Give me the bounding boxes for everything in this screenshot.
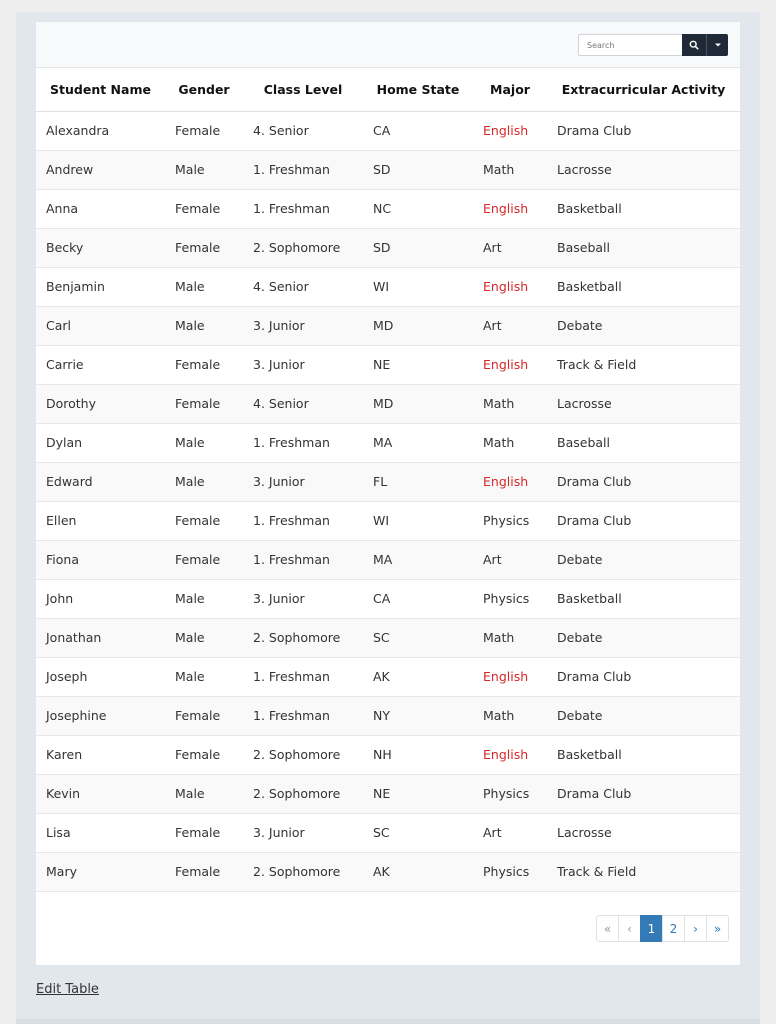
cell-major: Art bbox=[473, 540, 547, 579]
table-row[interactable] bbox=[36, 150, 740, 189]
pagination-first-button[interactable]: « bbox=[596, 915, 619, 942]
cell-home-state: WI bbox=[363, 267, 473, 306]
table-header-row bbox=[36, 68, 740, 111]
cell-student-name: Carrie bbox=[36, 345, 165, 384]
cell-gender: Male bbox=[165, 462, 243, 501]
cell-extracurricular-activity: Drama Club bbox=[547, 657, 740, 696]
table-row[interactable] bbox=[36, 345, 740, 384]
cell-major: Physics bbox=[473, 501, 547, 540]
table-row[interactable] bbox=[36, 657, 740, 696]
cell-major: English bbox=[473, 657, 547, 696]
cell-class-level: 4. Senior bbox=[243, 384, 363, 423]
cell-home-state: WI bbox=[363, 501, 473, 540]
cell-student-name: Kevin bbox=[36, 774, 165, 813]
right-strip bbox=[760, 12, 776, 1024]
cell-class-level: 3. Junior bbox=[243, 345, 363, 384]
cell-extracurricular-activity: Lacrosse bbox=[547, 813, 740, 852]
cell-class-level: 3. Junior bbox=[243, 462, 363, 501]
column-header-gender[interactable]: Gender bbox=[165, 68, 243, 111]
table-row[interactable] bbox=[36, 540, 740, 579]
table-row[interactable] bbox=[36, 423, 740, 462]
table-row[interactable] bbox=[36, 111, 740, 150]
cell-home-state: CA bbox=[363, 111, 473, 150]
cell-major: Math bbox=[473, 618, 547, 657]
pagination-page-1[interactable]: 1 bbox=[640, 915, 663, 942]
cell-home-state: NH bbox=[363, 735, 473, 774]
cell-gender: Female bbox=[165, 852, 243, 891]
table-row[interactable] bbox=[36, 501, 740, 540]
cell-gender: Male bbox=[165, 579, 243, 618]
students-table bbox=[36, 68, 740, 892]
column-header-extracurricular-activity[interactable]: Extracurricular Activity bbox=[547, 68, 740, 111]
cell-extracurricular-activity: Lacrosse bbox=[547, 384, 740, 423]
cell-major: Art bbox=[473, 306, 547, 345]
cell-class-level: 4. Senior bbox=[243, 267, 363, 306]
cell-extracurricular-activity: Baseball bbox=[547, 228, 740, 267]
table-toolbar bbox=[36, 22, 740, 68]
cell-student-name: Ellen bbox=[36, 501, 165, 540]
table-row[interactable] bbox=[36, 384, 740, 423]
edit-table-link[interactable]: Edit Table bbox=[36, 982, 99, 997]
cell-home-state: NE bbox=[363, 774, 473, 813]
cell-extracurricular-activity: Basketball bbox=[547, 579, 740, 618]
cell-student-name: Dorothy bbox=[36, 384, 165, 423]
table-row[interactable] bbox=[36, 189, 740, 228]
cell-student-name: Dylan bbox=[36, 423, 165, 462]
cell-extracurricular-activity: Basketball bbox=[547, 267, 740, 306]
table-row[interactable] bbox=[36, 306, 740, 345]
cell-major: Art bbox=[473, 813, 547, 852]
cell-class-level: 1. Freshman bbox=[243, 150, 363, 189]
cell-student-name: Carl bbox=[36, 306, 165, 345]
cell-gender: Female bbox=[165, 540, 243, 579]
cell-major: English bbox=[473, 189, 547, 228]
cell-class-level: 1. Freshman bbox=[243, 189, 363, 228]
cell-student-name: Lisa bbox=[36, 813, 165, 852]
cell-student-name: Jonathan bbox=[36, 618, 165, 657]
table-card bbox=[36, 22, 740, 965]
cell-home-state: MA bbox=[363, 423, 473, 462]
cell-class-level: 2. Sophomore bbox=[243, 735, 363, 774]
search-icon bbox=[689, 40, 699, 50]
cell-gender: Male bbox=[165, 618, 243, 657]
cell-extracurricular-activity: Debate bbox=[547, 540, 740, 579]
cell-extracurricular-activity: Basketball bbox=[547, 735, 740, 774]
cell-gender: Female bbox=[165, 501, 243, 540]
cell-gender: Female bbox=[165, 228, 243, 267]
cell-major: Math bbox=[473, 696, 547, 735]
cell-extracurricular-activity: Debate bbox=[547, 696, 740, 735]
cell-home-state: SD bbox=[363, 228, 473, 267]
cell-home-state: AK bbox=[363, 657, 473, 696]
cell-student-name: John bbox=[36, 579, 165, 618]
cell-gender: Female bbox=[165, 111, 243, 150]
cell-extracurricular-activity: Track & Field bbox=[547, 852, 740, 891]
cell-student-name: Josephine bbox=[36, 696, 165, 735]
cell-gender: Female bbox=[165, 813, 243, 852]
search-button[interactable] bbox=[682, 34, 706, 56]
column-header-home-state[interactable]: Home State bbox=[363, 68, 473, 111]
cell-student-name: Karen bbox=[36, 735, 165, 774]
search-input[interactable] bbox=[578, 34, 682, 56]
cell-home-state: AK bbox=[363, 852, 473, 891]
cell-major: English bbox=[473, 111, 547, 150]
table-row[interactable] bbox=[36, 696, 740, 735]
cell-student-name: Fiona bbox=[36, 540, 165, 579]
pagination-page-2[interactable]: 2 bbox=[662, 915, 685, 942]
table-row[interactable] bbox=[36, 774, 740, 813]
cell-class-level: 1. Freshman bbox=[243, 540, 363, 579]
column-header-class-level[interactable]: Class Level bbox=[243, 68, 363, 111]
cell-extracurricular-activity: Basketball bbox=[547, 189, 740, 228]
cell-home-state: FL bbox=[363, 462, 473, 501]
cell-extracurricular-activity: Drama Club bbox=[547, 111, 740, 150]
cell-student-name: Alexandra bbox=[36, 111, 165, 150]
cell-gender: Male bbox=[165, 657, 243, 696]
cell-home-state: MD bbox=[363, 384, 473, 423]
cell-gender: Male bbox=[165, 306, 243, 345]
cell-extracurricular-activity: Drama Club bbox=[547, 501, 740, 540]
cell-gender: Female bbox=[165, 189, 243, 228]
cell-major: Art bbox=[473, 228, 547, 267]
cell-home-state: SD bbox=[363, 150, 473, 189]
table-row[interactable] bbox=[36, 462, 740, 501]
cell-class-level: 2. Sophomore bbox=[243, 852, 363, 891]
cell-student-name: Mary bbox=[36, 852, 165, 891]
cell-major: Math bbox=[473, 384, 547, 423]
cell-class-level: 1. Freshman bbox=[243, 696, 363, 735]
cell-class-level: 2. Sophomore bbox=[243, 618, 363, 657]
cell-extracurricular-activity: Debate bbox=[547, 306, 740, 345]
cell-gender: Female bbox=[165, 696, 243, 735]
column-header-student-name[interactable]: Student Name bbox=[36, 68, 165, 111]
cell-student-name: Benjamin bbox=[36, 267, 165, 306]
table-row[interactable] bbox=[36, 813, 740, 852]
cell-extracurricular-activity: Track & Field bbox=[547, 345, 740, 384]
cell-class-level: 2. Sophomore bbox=[243, 228, 363, 267]
left-strip bbox=[0, 12, 16, 1024]
cell-class-level: 3. Junior bbox=[243, 306, 363, 345]
cell-student-name: Joseph bbox=[36, 657, 165, 696]
cell-extracurricular-activity: Drama Club bbox=[547, 462, 740, 501]
cell-major: Math bbox=[473, 150, 547, 189]
cell-home-state: CA bbox=[363, 579, 473, 618]
cell-major: Math bbox=[473, 423, 547, 462]
cell-extracurricular-activity: Drama Club bbox=[547, 774, 740, 813]
cell-home-state: SC bbox=[363, 618, 473, 657]
table-row[interactable] bbox=[36, 228, 740, 267]
cell-major: English bbox=[473, 345, 547, 384]
search-group bbox=[578, 34, 728, 56]
cell-home-state: MD bbox=[363, 306, 473, 345]
cell-class-level: 3. Junior bbox=[243, 579, 363, 618]
cell-major: English bbox=[473, 267, 547, 306]
pagination-last-button[interactable]: » bbox=[706, 915, 729, 942]
cell-extracurricular-activity: Lacrosse bbox=[547, 150, 740, 189]
cell-class-level: 1. Freshman bbox=[243, 423, 363, 462]
cell-major: English bbox=[473, 462, 547, 501]
cell-major: English bbox=[473, 735, 547, 774]
cell-home-state: NC bbox=[363, 189, 473, 228]
table-body bbox=[36, 111, 740, 891]
cell-extracurricular-activity: Baseball bbox=[547, 423, 740, 462]
pagination-next-button[interactable]: › bbox=[684, 915, 707, 942]
cell-major: Physics bbox=[473, 852, 547, 891]
search-options-button[interactable] bbox=[706, 34, 728, 56]
cell-gender: Male bbox=[165, 774, 243, 813]
cell-major: Physics bbox=[473, 774, 547, 813]
cell-home-state: SC bbox=[363, 813, 473, 852]
cell-student-name: Anna bbox=[36, 189, 165, 228]
cell-gender: Male bbox=[165, 423, 243, 462]
cell-gender: Female bbox=[165, 735, 243, 774]
cell-gender: Male bbox=[165, 267, 243, 306]
cell-major: Physics bbox=[473, 579, 547, 618]
table-row[interactable] bbox=[36, 267, 740, 306]
cell-student-name: Edward bbox=[36, 462, 165, 501]
table-row[interactable] bbox=[36, 618, 740, 657]
cell-student-name: Andrew bbox=[36, 150, 165, 189]
cell-class-level: 4. Senior bbox=[243, 111, 363, 150]
cell-class-level: 1. Freshman bbox=[243, 501, 363, 540]
table-row[interactable] bbox=[36, 735, 740, 774]
cell-class-level: 1. Freshman bbox=[243, 657, 363, 696]
cell-class-level: 2. Sophomore bbox=[243, 774, 363, 813]
cell-gender: Female bbox=[165, 345, 243, 384]
pagination bbox=[597, 915, 729, 942]
cell-class-level: 3. Junior bbox=[243, 813, 363, 852]
cell-home-state: NY bbox=[363, 696, 473, 735]
horizontal-scrollbar[interactable] bbox=[16, 1019, 760, 1024]
top-strip bbox=[0, 0, 776, 12]
pagination-prev-button[interactable]: ‹ bbox=[618, 915, 641, 942]
cell-home-state: MA bbox=[363, 540, 473, 579]
table-row[interactable] bbox=[36, 579, 740, 618]
cell-student-name: Becky bbox=[36, 228, 165, 267]
column-header-major[interactable]: Major bbox=[473, 68, 547, 111]
cell-gender: Male bbox=[165, 150, 243, 189]
cell-extracurricular-activity: Debate bbox=[547, 618, 740, 657]
caret-down-icon bbox=[714, 42, 722, 48]
table-row[interactable] bbox=[36, 852, 740, 891]
cell-gender: Female bbox=[165, 384, 243, 423]
cell-home-state: NE bbox=[363, 345, 473, 384]
